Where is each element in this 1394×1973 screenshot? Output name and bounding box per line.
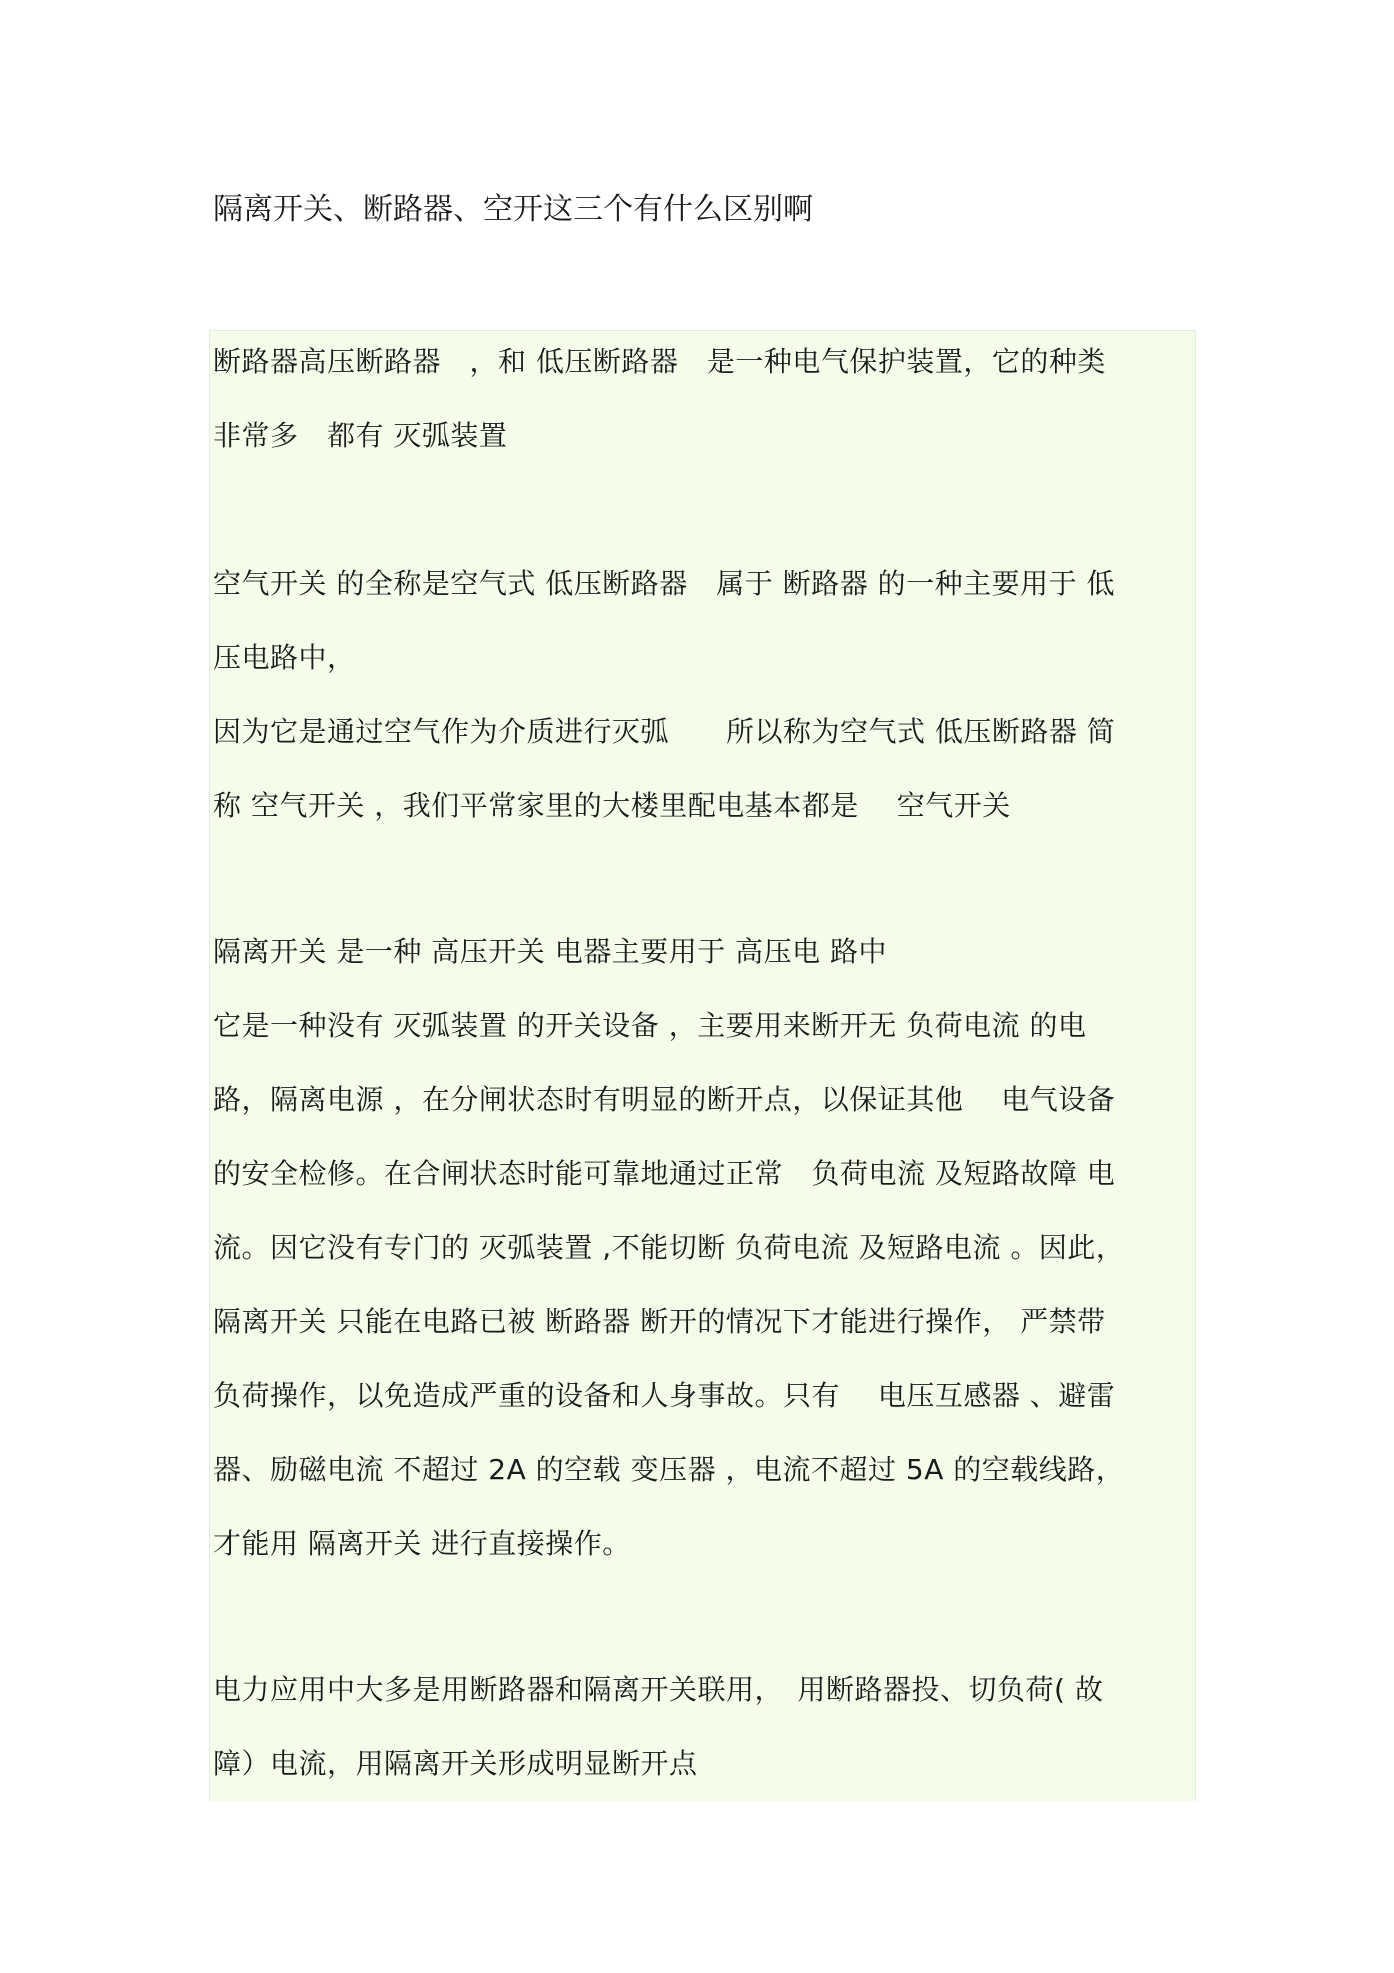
answer-line: 障）电流，用隔离开关形成明显断开点	[213, 1747, 698, 1780]
answer-line: 隔离开关 是一种 高压开关 电器主要用于 高压电 路中	[213, 935, 888, 968]
answer-line: 的安全检修。在合闸状态时能可靠地通过正常 负荷电流 及短路故障 电	[213, 1157, 1116, 1190]
answer-line: 压电路中，	[213, 641, 356, 674]
answer-line: 称 空气开关 ，我们平常家里的大楼里配电基本都是 空气开关	[213, 789, 1011, 822]
answer-line: 流。因它没有专门的 灭弧装置 ,不能切断 负荷电流 及短路电流 。因此，	[213, 1231, 1125, 1264]
answer-line: 电力应用中大多是用断路器和隔离开关联用， 用断路器投、切负荷( 故	[213, 1673, 1104, 1706]
answer-line: 非常多 都有 灭弧装置	[213, 419, 508, 452]
answer-line: 路，隔离电源 ，在分闸状态时有明显的断开点，以保证其他 电气设备	[213, 1083, 1116, 1116]
answer-line: 隔离开关 只能在电路已被 断路器 断开的情况下才能进行操作， 严禁带	[213, 1305, 1106, 1338]
answer-line: 才能用 隔离开关 进行直接操作。	[213, 1527, 631, 1560]
answer-box	[209, 330, 1196, 1801]
answer-line: 断路器高压断路器 ，和 低压断路器 是一种电气保护装置，它的种类	[213, 345, 1106, 378]
answer-line: 空气开关 的全称是空气式 低压断路器 属于 断路器 的一种主要用于 低	[213, 567, 1116, 600]
answer-line: 负荷操作，以免造成严重的设备和人身事故。只有 电压互感器 、避雷	[213, 1379, 1116, 1412]
answer-line: 它是一种没有 灭弧装置 的开关设备 ，主要用来断开无 负荷电流 的电	[213, 1009, 1087, 1042]
answer-line: 因为它是通过空气作为介质进行灭弧 所以称为空气式 低压断路器 简	[213, 715, 1116, 748]
answer-line: 器、励磁电流 不超过 2A 的空载 变压器 ，电流不超过 5A 的空载线路，	[213, 1453, 1125, 1486]
question-title: 隔离开关、断路器、空开这三个有什么区别啊	[213, 192, 813, 227]
